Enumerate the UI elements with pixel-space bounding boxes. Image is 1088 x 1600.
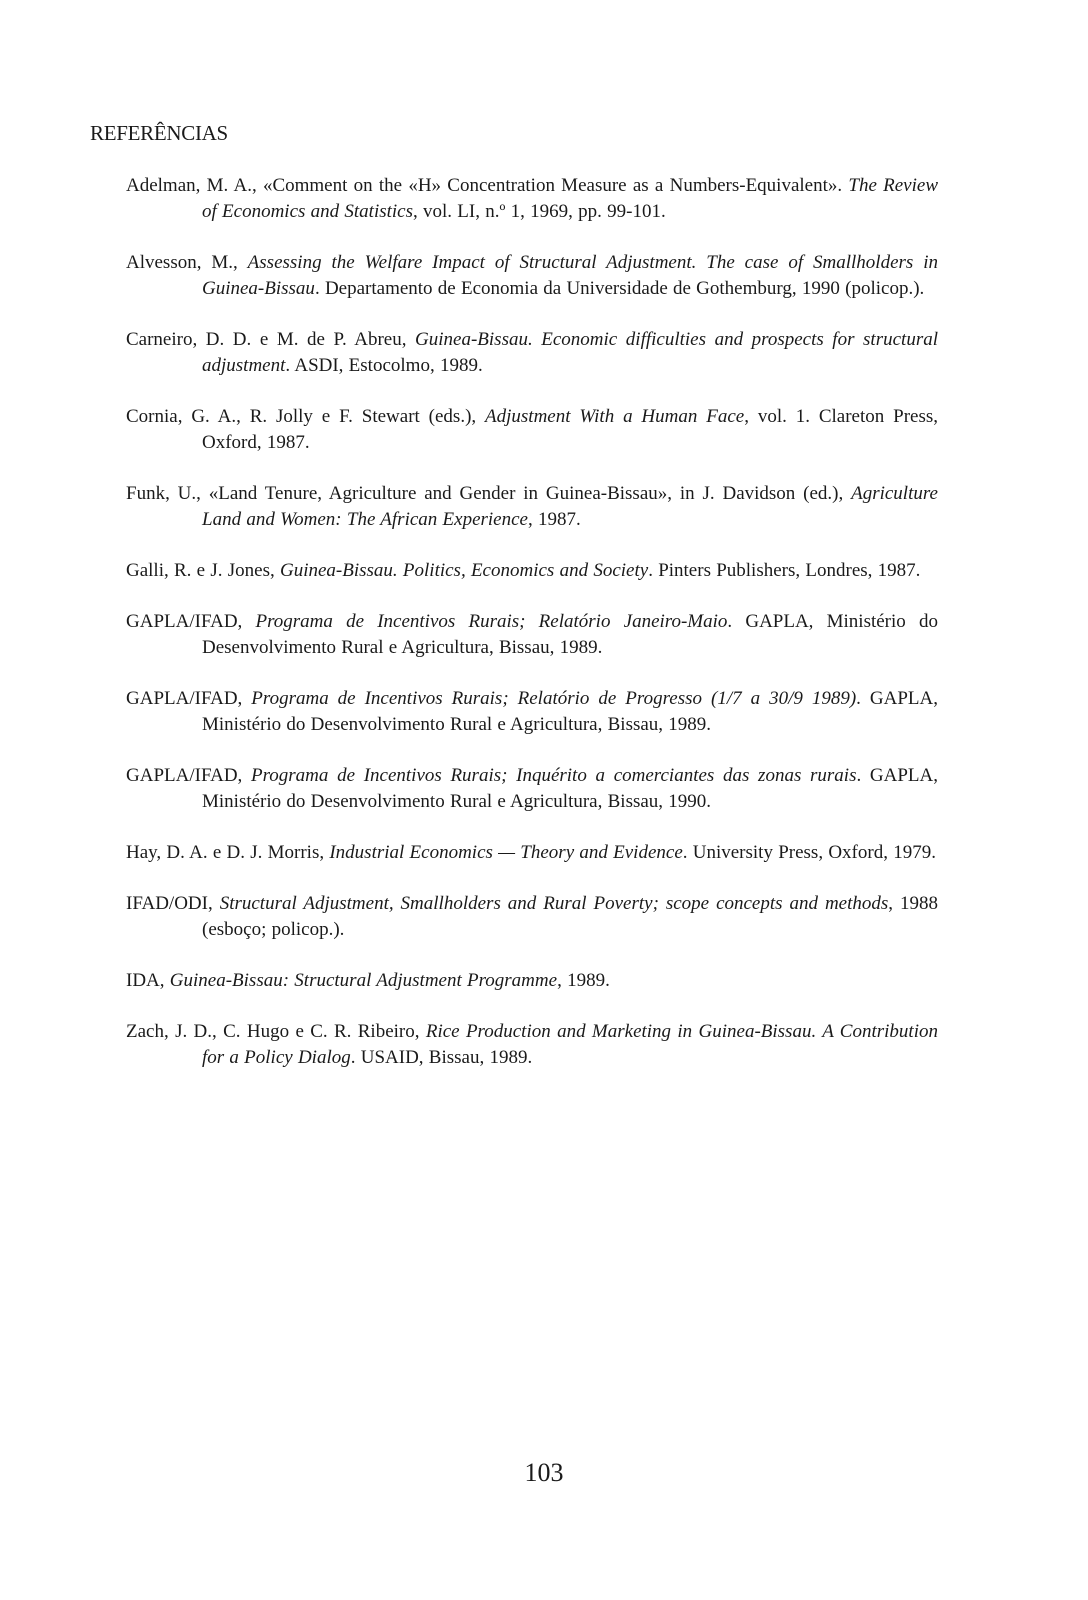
reference-title: Adjustment With a Human Face	[485, 406, 745, 427]
reference-authors: GAPLA/IFAD,	[126, 688, 252, 709]
reference-details: . Departamento de Economia da Universidade de Gothemburg, 1990 (policop.).	[314, 278, 925, 299]
reference-authors: IFAD/ODI,	[126, 893, 220, 914]
reference-entry	[126, 968, 938, 994]
reference-entry	[126, 1019, 938, 1071]
reference-details: , 1989.	[557, 970, 610, 991]
reference-entry	[126, 173, 938, 225]
reference-details: , 1987.	[527, 509, 581, 530]
reference-details: . USAID, Bissau, 1989.	[350, 1047, 533, 1068]
reference-title: Assessing the Welfare Impact of Structural Adjustment. The case of Smallholders in Guinea-Bissau	[202, 252, 938, 299]
reference-title: The Review of Economics and Statistics	[202, 175, 938, 222]
reference-authors: Zach, J. D., C. Hugo e C. R. Ribeiro,	[126, 1021, 426, 1042]
reference-list	[126, 173, 938, 1096]
reference-details: . ASDI, Estocolmo, 1989.	[285, 355, 483, 376]
reference-entry	[126, 686, 938, 738]
reference-authors: Carneiro, D. D. e M. de P. Abreu,	[126, 329, 416, 350]
reference-title: Agriculture Land and Women: The African Experience	[202, 483, 938, 530]
reference-authors: IDA,	[126, 970, 170, 991]
reference-details: , vol. 1. Clareton Press, Oxford, 1987.	[202, 406, 938, 453]
reference-title: Guinea-Bissau: Structural Adjustment Programme	[169, 970, 558, 991]
reference-title: Structural Adjustment, Smallholders and Rural Poverty; scope concepts and methods	[219, 893, 889, 914]
reference-details: , vol. LI, n.º 1, 1969, pp. 99-101.	[413, 201, 666, 222]
reference-entry	[126, 558, 938, 584]
reference-details: , 1988 (esboço; policop.).	[202, 893, 939, 940]
reference-title: Programa de Incentivos Rurais; Inquérito a comerciantes das zonas rurais	[250, 765, 857, 786]
reference-details: . GAPLA, Ministério do Desenvolvimento Rural e Agricultura, Bissau, 1990.	[202, 765, 939, 812]
section-heading: REFERÊNCIAS	[90, 121, 228, 145]
reference-entry	[126, 609, 938, 661]
reference-authors: Alvesson, M.,	[126, 252, 248, 273]
reference-details: . University Press, Oxford, 1979.	[682, 842, 936, 863]
reference-title: Programa de Incentivos Rurais; Relatório de Progresso (1/7 a 30/9 1989)	[251, 688, 857, 709]
reference-authors: Galli, R. e J. Jones,	[126, 560, 280, 581]
reference-authors: Cornia, G. A., R. Jolly e F. Stewart (eds.),	[126, 406, 486, 427]
page-number: 103	[524, 1458, 564, 1487]
reference-details: . GAPLA, Ministério do Desenvolvimento Rural e Agricultura, Bissau, 1989.	[202, 688, 938, 735]
reference-authors: Adelman, M. A., «Comment on the «H» Concentration Measure as a Numbers-Equivalent».	[126, 175, 849, 196]
reference-authors: GAPLA/IFAD,	[126, 765, 251, 786]
reference-details: . GAPLA, Ministério do Desenvolvimento Rural e Agricultura, Bissau, 1989.	[202, 611, 938, 658]
reference-entry	[126, 404, 938, 456]
reference-entry	[126, 891, 938, 943]
reference-entry	[126, 250, 938, 302]
reference-title: Rice Production and Marketing in Guinea-Bissau. A Contribution for a Policy Dialog	[202, 1021, 938, 1068]
reference-title: Industrial Economics — Theory and Evidence	[329, 842, 683, 863]
reference-authors: GAPLA/IFAD,	[126, 611, 256, 632]
reference-title: Guinea-Bissau. Economic difficulties and prospects for structural adjustment	[202, 329, 938, 376]
reference-entry	[126, 481, 938, 533]
reference-authors: Funk, U., «Land Tenure, Agriculture and Gender in Guinea-Bissau», in J. Davidson (ed.),	[126, 483, 852, 504]
reference-title: Programa de Incentivos Rurais; Relatório Janeiro-Maio	[255, 611, 728, 632]
reference-entry	[126, 327, 938, 379]
reference-title: Guinea-Bissau. Politics, Economics and Society	[279, 560, 649, 581]
reference-authors: Hay, D. A. e D. J. Morris,	[126, 842, 330, 863]
reference-entry	[126, 763, 938, 815]
reference-entry	[126, 840, 938, 866]
reference-details: . Pinters Publishers, Londres, 1987.	[648, 560, 921, 581]
